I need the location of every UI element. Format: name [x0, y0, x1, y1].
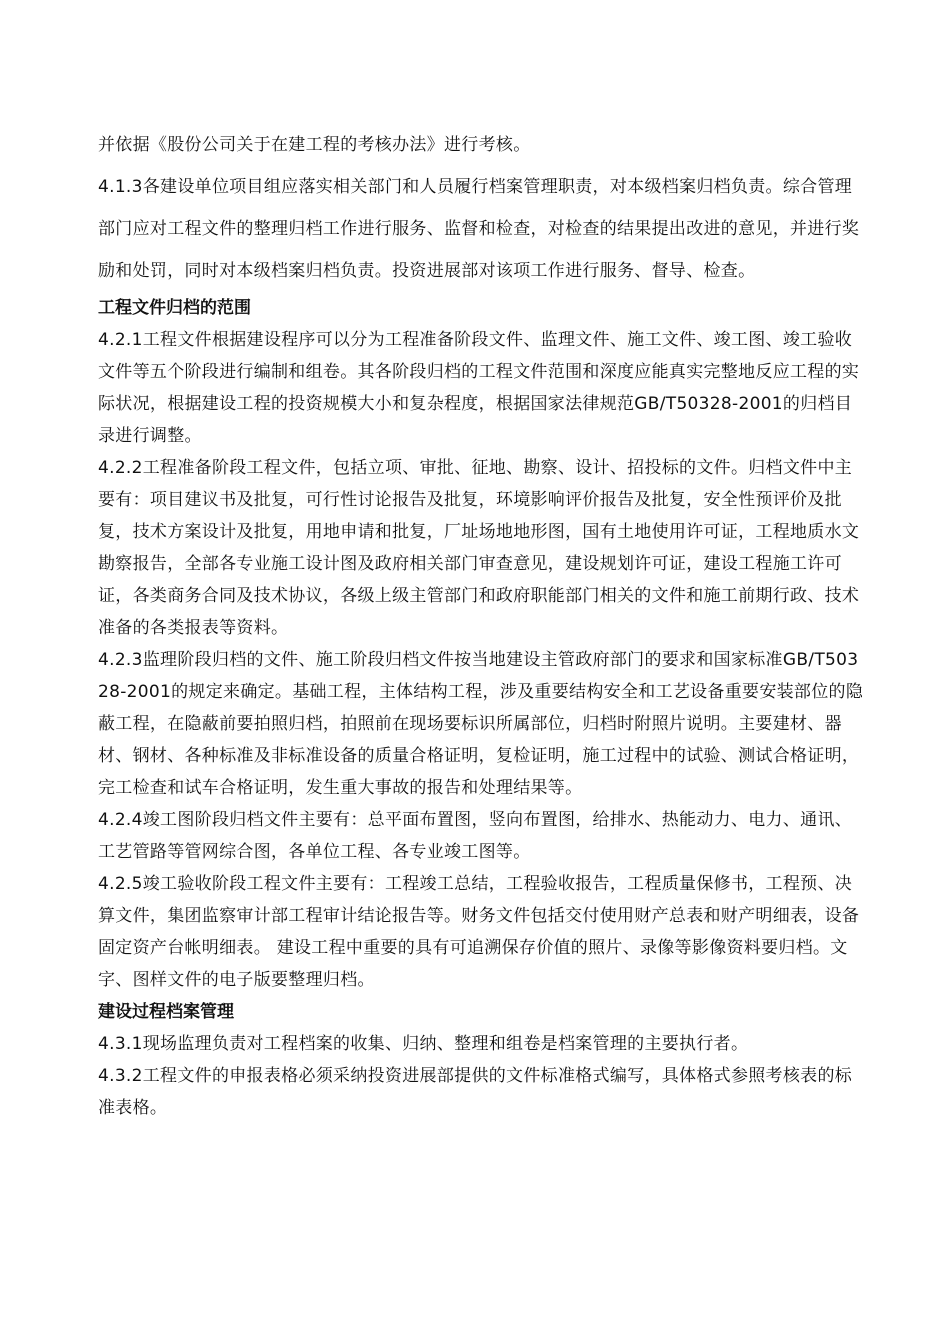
document-page [98, 124, 868, 1124]
paragraph-4-2-3: 4.2.3监理阶段归档的文件、施工阶段归档文件按当地建设主管政府部门的要求和国家标准GB/T50328-2001的规定来确定。基础工程，主体结构工程，涉及重要结构安全和工艺设备重要安装部位的隐蔽工程，在隐蔽前要拍照归档，拍照前在现场要标识所属部位，归档时附照片说明。主要建材、器材、钢材、各种标准及非标准设备的质量合格证明，复检证明，施工过程中的试验、测试合格证明，完工检查和试车合格证明，发生重大事故的报告和处理结果等。 [98, 650, 864, 798]
paragraph-4-2-4: 4.2.4竣工图阶段归档文件主要有：总平面布置图，竖向布置图，给排水、热能动力、电力、通讯、工艺管路等管网综合图，各单位工程、各专业竣工图等。 [98, 810, 853, 862]
section-heading-archive-scope: 工程文件归档的范围 [98, 298, 251, 318]
paragraph-intro-tail: 并依据《股份公司关于在建工程的考核办法》进行考核。 [98, 135, 531, 155]
paragraph-4-2-2: 4.2.2工程准备阶段工程文件，包括立项、审批、征地、勘察、设计、招投标的文件。归档文件中主要有：项目建议书及批复，可行性讨论报告及批复，环境影响评价报告及批复，安全性预评价及批复，技术方案设计及批复，用地申请和批复，厂址场地地形图，国有土地使用许可证，工程地质水文勘察报告，全部各专业施工设计图及政府相关部门审查意见，建设规划许可证，建设工程施工许可证，各类商务合同及技术协议，各级上级主管部门和政府职能部门相关的文件和施工前期行政、技术准备的各类报表等资料。 [98, 458, 860, 638]
paragraph-4-3-2: 4.3.2工程文件的申报表格必须采纳投资进展部提供的文件标准格式编写，具体格式参照考核表的标准表格。 [98, 1066, 853, 1118]
paragraph-4-2-5: 4.2.5竣工验收阶段工程文件主要有：工程竣工总结，工程验收报告，工程质量保修书，工程预、决算文件，集团监察审计部工程审计结论报告等。财务文件包括交付使用财产总表和财产明细表，设备固定资产台帐明细表。 建设工程中重要的具有可追溯保存价值的照片、录像等影像资料要归档。文字、图样文件的电子版要整理归档。 [98, 874, 860, 990]
paragraph-4-2-1: 4.2.1工程文件根据建设程序可以分为工程准备阶段文件、监理文件、施工文件、竣工图、竣工验收文件等五个阶段进行编制和组卷。其各阶段归档的工程文件范围和深度应能真实完整地反应工程的实际状况，根据建设工程的投资规模大小和复杂程度，根据国家法律规范GB/T50328-2001的归档目录进行调整。 [98, 330, 860, 446]
paragraph-4-3-1: 4.3.1现场监理负责对工程档案的收集、归纳、整理和组卷是档案管理的主要执行者。 [98, 1034, 749, 1054]
section-heading-process-archive: 建设过程档案管理 [98, 1002, 234, 1022]
paragraph-4-1-3: 4.1.3各建设单位项目组应落实相关部门和人员履行档案管理职责，对本级档案归档负责。综合管理部门应对工程文件的整理归档工作进行服务、监督和检查，对检查的结果提出改进的意见，并进行奖励和处罚，同时对本级档案归档负责。投资进展部对该项工作进行服务、督导、检查。 [98, 177, 860, 281]
